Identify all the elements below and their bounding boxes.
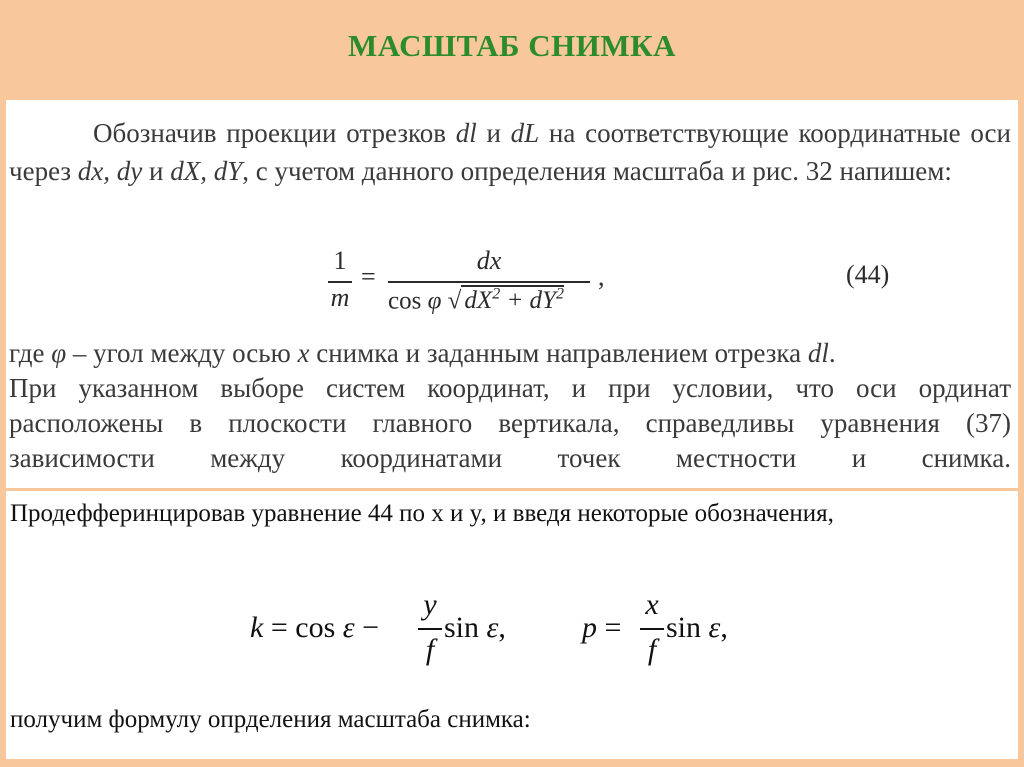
- text-fragment: Обозначив проекции отрезков: [93, 118, 456, 148]
- p-sin-term: [666, 611, 728, 645]
- text-line: расположены в плоскости главного вертикала, справедливы уравнения (37): [9, 408, 1011, 438]
- text-fragment: на соответствующие координатные оси через: [9, 118, 1011, 186]
- text-line: [9, 336, 1011, 371]
- cos-text: cos: [388, 287, 422, 315]
- text-fragment: – угол между осью: [66, 338, 298, 368]
- var-dl: dl: [807, 338, 829, 368]
- formula-comma: ,: [598, 262, 605, 291]
- derivation-text: Продефферинцировав уравнение 44 по x и y, и введя некоторые обозначения,: [10, 500, 834, 527]
- var-dX-dY: dX, dY: [170, 156, 243, 186]
- lhs-numerator: 1: [333, 246, 347, 275]
- formula-p: [582, 588, 782, 678]
- k-p-formulas: [250, 588, 770, 678]
- k-lhs: [250, 611, 379, 645]
- right-border: [1018, 100, 1024, 767]
- bottom-border: [0, 759, 1024, 767]
- sin-text: sin: [444, 611, 487, 644]
- text-fragment: = cos: [263, 611, 343, 644]
- epsilon-symbol: ε: [342, 611, 355, 644]
- denominator-f: f: [647, 633, 657, 666]
- var-k: k: [250, 611, 264, 644]
- rhs-numerator: dx: [476, 246, 502, 275]
- scanned-text-block: [6, 100, 1018, 488]
- k-sin-term: [444, 611, 506, 645]
- exponent: 2: [555, 286, 564, 303]
- slide-header: [0, 0, 1024, 100]
- var-x: x: [297, 338, 310, 368]
- phi-symbol: φ: [51, 338, 67, 368]
- fraction-bar: [640, 628, 664, 630]
- epsilon-symbol: ε: [708, 611, 721, 644]
- fraction-bar: [418, 628, 442, 630]
- epsilon-symbol: ε: [486, 611, 499, 644]
- exponent: 2: [492, 286, 501, 303]
- var-dx-dy: dx, dy: [77, 156, 143, 186]
- p-lhs: [582, 611, 621, 645]
- phi-symbol: φ: [427, 287, 442, 315]
- text-fragment: , с учетом данного определения масштаба и рис. 32 напишем:: [242, 156, 952, 186]
- var-dL: dL: [510, 118, 540, 148]
- equals-sign: =: [361, 262, 376, 291]
- sqrt-sign: √: [447, 287, 462, 315]
- slide-title: МАСШТАБ СНИМКА: [347, 28, 677, 63]
- radicand-term: + dY: [500, 287, 556, 315]
- rhs-denominator: [388, 286, 598, 315]
- intro-paragraph: [9, 114, 1011, 190]
- comma: ,: [720, 611, 728, 644]
- text-fragment: и: [142, 156, 171, 186]
- var-p: p: [582, 611, 597, 644]
- numerator-x: x: [645, 588, 659, 621]
- numerator-y: y: [423, 588, 437, 621]
- section-divider: [0, 488, 1024, 491]
- text-line: зависимости между координатами точек местности и снимка.: [9, 443, 1011, 473]
- text-fragment: где: [9, 338, 52, 368]
- text-line: При указанном выборе систем координат, и при условии, что оси ординат: [9, 373, 1011, 403]
- formula-k: [250, 588, 530, 678]
- conclusion-text: получим формулу опрделения масштаба снимка:: [10, 706, 531, 733]
- sin-text: sin: [666, 611, 709, 644]
- text-fragment: и: [476, 118, 511, 148]
- comma: ,: [498, 611, 506, 644]
- lhs-denominator: m: [330, 283, 350, 312]
- radicand-term: dX: [464, 287, 493, 315]
- text-fragment: .: [828, 338, 836, 368]
- minus-sign: −: [354, 611, 379, 644]
- equals-sign: =: [597, 611, 622, 644]
- formula-44: [326, 246, 916, 316]
- explanation-paragraph: [9, 336, 1011, 476]
- text-fragment: снимка и заданным направлением отрезка: [309, 338, 808, 368]
- var-dl: dl: [455, 118, 477, 148]
- radicand: [461, 285, 564, 314]
- fraction-bar: [388, 281, 590, 283]
- equation-number: (44): [846, 260, 890, 289]
- denominator-f: f: [425, 633, 435, 666]
